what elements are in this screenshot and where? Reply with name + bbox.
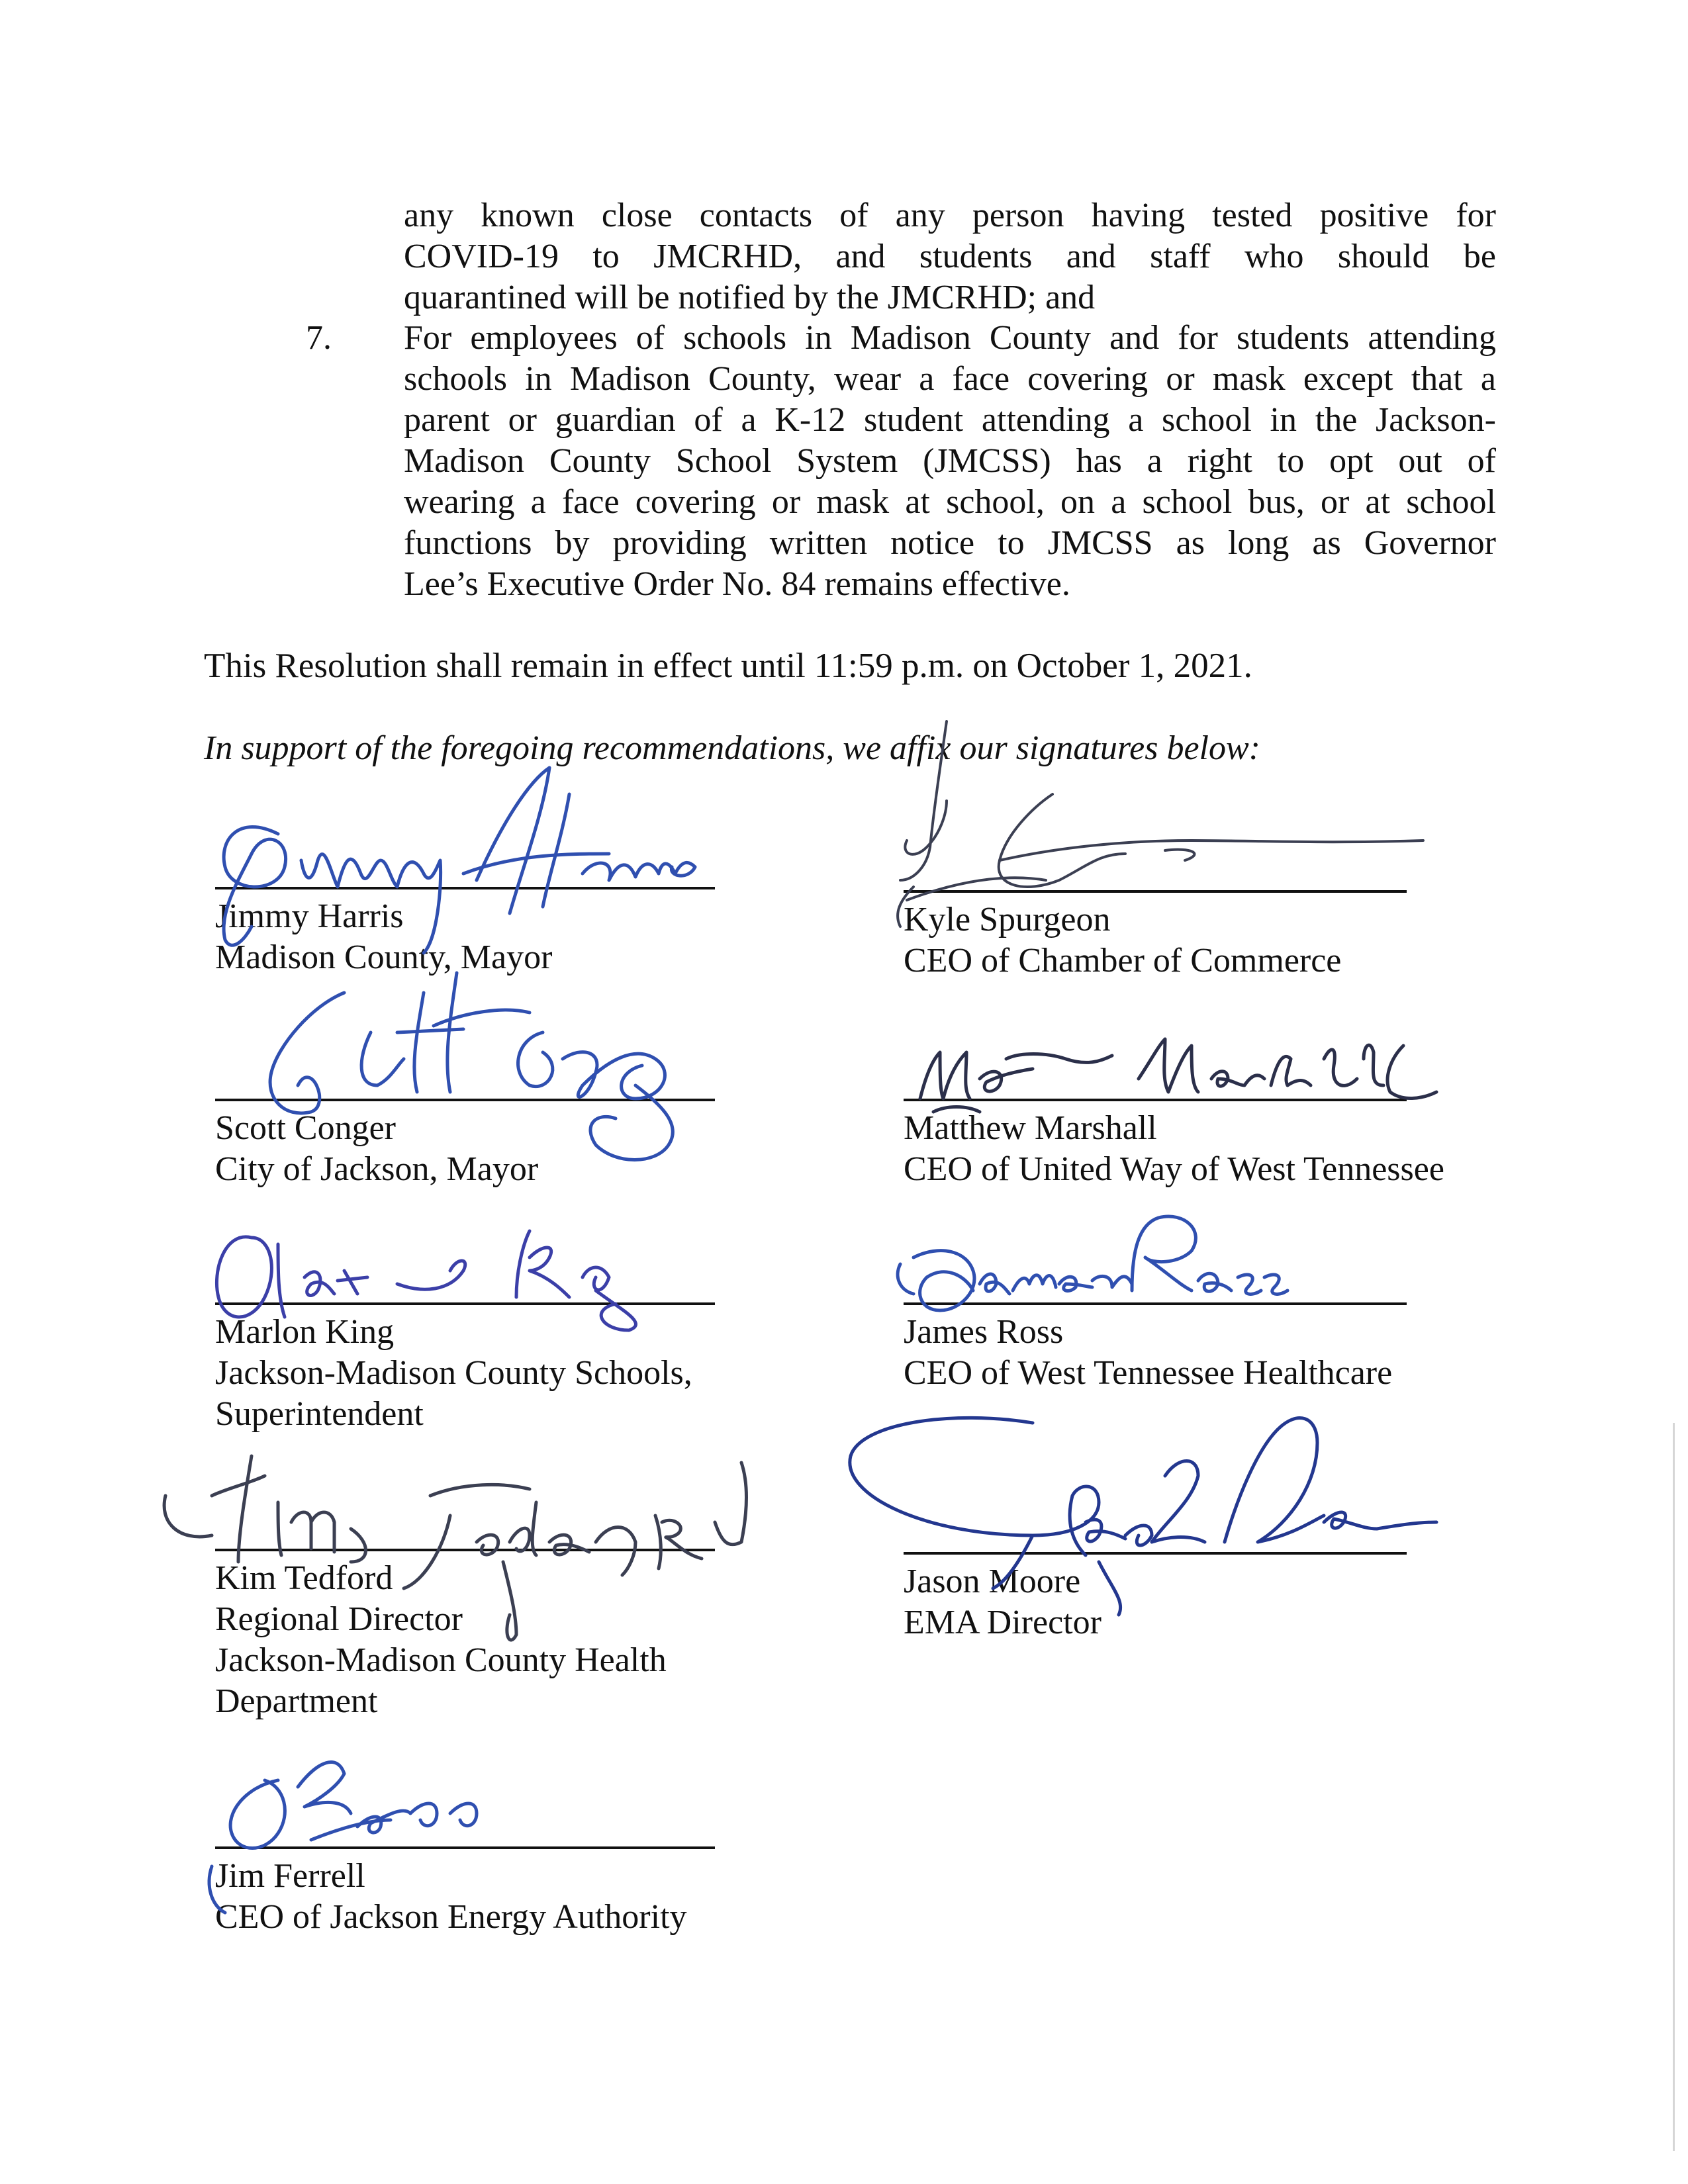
- signatory-title: CEO of Chamber of Commerce: [904, 942, 1342, 979]
- effective-date-statement: This Resolution shall remain in effect until 11:59 p.m. on October 1, 2021.: [204, 647, 1252, 685]
- signatory-title: Jackson-Madison County Health: [215, 1641, 667, 1679]
- signatory-name: James Ross: [904, 1313, 1064, 1351]
- paragraph-line: For employees of schools in Madison County and for students attending: [404, 319, 1496, 357]
- signatory-title: Superintendent: [215, 1395, 424, 1433]
- signatory-name: Matthew Marshall: [904, 1109, 1157, 1147]
- signature-scott-conger: [270, 973, 673, 1160]
- signature-marlon-king: [216, 1231, 635, 1330]
- signatory-title: EMA Director: [904, 1604, 1102, 1641]
- paragraph-line: COVID-19 to JMCRHD, and students and staff who should be: [404, 238, 1496, 275]
- paragraph-line: Madison County School System (JMCSS) has a right to opt out of: [404, 442, 1496, 480]
- paragraph-line: Lee’s Executive Order No. 84 remains effective.: [404, 565, 1070, 603]
- signatory-name: Marlon King: [215, 1313, 395, 1351]
- signatory-name: Jason Moore: [904, 1563, 1081, 1600]
- signature-jason-moore: [850, 1418, 1436, 1615]
- signature-kim-tedford: [164, 1456, 746, 1640]
- paragraph-line: parent or guardian of a K-12 student attending a school in the Jackson-: [404, 401, 1496, 439]
- scan-edge-artifact: [1673, 1423, 1675, 2151]
- signatory-title: CEO of West Tennessee Healthcare: [904, 1354, 1393, 1392]
- paragraph-line: schools in Madison County, wear a face covering or mask except that a: [404, 360, 1496, 398]
- item-7-number: 7.: [306, 319, 332, 357]
- signatory-name: Kyle Spurgeon: [904, 901, 1111, 938]
- signatory-title: City of Jackson, Mayor: [215, 1150, 539, 1188]
- signatory-name: Kim Tedford: [215, 1559, 393, 1597]
- paragraph-line: quarantined will be notified by the JMCRHD; and: [404, 279, 1096, 316]
- signatory-title: Madison County, Mayor: [215, 938, 553, 976]
- signatory-name: Jim Ferrell: [215, 1857, 365, 1895]
- signatory-title: CEO of Jackson Energy Authority: [215, 1898, 687, 1936]
- signatory-name: Scott Conger: [215, 1109, 396, 1147]
- signatory-title: Department: [215, 1682, 378, 1720]
- signature-kyle-spurgeon: [898, 721, 1423, 927]
- paragraph-line: any known close contacts of any person having tested positive for: [404, 197, 1496, 234]
- paragraph-line: wearing a face covering or mask at school, on a school bus, or at school: [404, 483, 1496, 521]
- signature-jimmy-harris: [224, 768, 695, 953]
- paragraph-line: functions by providing written notice to JMCSS as long as Governor: [404, 524, 1496, 562]
- signature-jim-ferrell: [209, 1762, 477, 1913]
- signatory-title: Jackson-Madison County Schools,: [215, 1354, 692, 1392]
- signatory-name: Jimmy Harris: [215, 897, 404, 935]
- signature-matthew-marshall: [920, 1039, 1436, 1112]
- signature-james-ross: [898, 1216, 1288, 1310]
- signatory-title: CEO of United Way of West Tennessee: [904, 1150, 1444, 1188]
- signatory-title: Regional Director: [215, 1600, 463, 1638]
- support-statement: In support of the foregoing recommendations, we affix our signatures below:: [204, 729, 1260, 767]
